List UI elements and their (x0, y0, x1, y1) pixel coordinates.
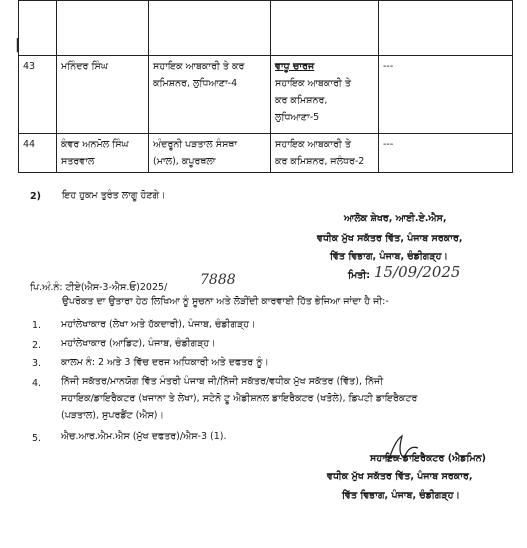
cell-name (57, 1, 149, 56)
table-row (19, 134, 513, 173)
date-label: ਮਿਤੀ: (348, 270, 371, 281)
cell-from: ਸਹਾਇਕ ਆਬਕਾਰੀ ਤੇ ਕਰ ਕਮਿਸ਼ਨਰ, ਲੁਧਿਆਣਾ-4 (149, 56, 271, 134)
transfer-table (15, 0, 513, 173)
cell-remark: --- (379, 56, 513, 134)
cell-to (271, 1, 379, 56)
cell-to: ਵਾਧੂ ਚਾਰਜ ਸਹਾਇਕ ਆਬਕਾਰੀ ਤੇ ਕਰ ਕਮਿਸ਼ਨਰ, ਲੁਧਿਆਣਾ-5 (271, 56, 379, 134)
cell-remark (379, 1, 513, 56)
cell-name: ਕੰਵਰ ਅਨਮੋਲ ਸਿੰਘ ਸਤਰਵਾਲ (57, 134, 149, 173)
cell-remark: --- (379, 134, 513, 173)
cell-name: ਮਨਿੰਦਰ ਸਿੰਘ (57, 56, 149, 134)
para-number: 2) (30, 191, 41, 202)
endorsement-ref: ਪਿ.ਅੰ.ਨੰ: ਟੀਏ(ਐਸ-3-ਐਸ.ਓ)2025/ (30, 282, 168, 293)
handwritten-ref-number: 7888 (200, 272, 236, 288)
signatory-department: ਵਿੱਤ ਵਿਭਾਗ, ਪੰਜਾਬ, ਚੰਡੀਗੜ੍ਹ। (330, 251, 448, 262)
assistant-director-title: ਸਹਾਇਕ ਡਾਇਰੈਕਟਰ (ਐਡਮਿਨ) (370, 453, 486, 464)
para-text: ਇਹ ਹੁਕਮ ਤੁਰੰਤ ਲਾਗੂ ਹੋਣਗੇ। (62, 190, 166, 201)
cell-to: ਸਹਾਇਕ ਆਬਕਾਰੀ ਤੇ ਕਰ ਕਮਿਸ਼ਨਰ, ਜਲੰਧਰ-2 (271, 134, 379, 173)
cell-no: 43 (19, 56, 57, 134)
signatory-designation: ਵਧੀਕ ਮੁੱਖ ਸਕੱਤਰ ਵਿੱਤ, ਪੰਜਾਬ ਸਰਕਾਰ, (317, 233, 463, 244)
assistant-director-department: ਵਿੱਤ ਵਿਭਾਗ, ਪੰਜਾਬ, ਚੰਡੀਗੜ੍ਹ। (342, 490, 460, 501)
assistant-director-designation: ਵਧੀਕ ਮੁੱਖ ਸਕੱਤਰ ਵਿੱਤ, ਪੰਜਾਬ ਸਰਕਾਰ, (327, 471, 473, 482)
table-row (19, 56, 513, 134)
handwritten-date: 15/09/2025 (374, 263, 461, 281)
cell-from (149, 1, 271, 56)
table-row (19, 1, 513, 56)
endorsement-intro: ਉਪਰੋਕਤ ਦਾ ਉਤਾਰਾ ਹੇਠ ਲਿਖਿਆ ਨੂੰ ਸੂਚਨਾ ਅਤੇ ਲੋੜੀਂਦੀ ਕਾਰਵਾਈ ਹਿੱਤ ਭੇਜਿਆ ਜਾਂਦਾ ਹੈ ਜੀ:- (62, 296, 389, 307)
margin-mark: | (15, 37, 20, 53)
signatory-name: ਆਲੋਕ ਸ਼ੇਖਰ, ਆਈ.ਏ.ਐਸ, (344, 213, 447, 224)
cell-no (15, 1, 57, 56)
cell-from: ਅੰਦਰੂਨੀ ਪੜਤਾਲ ਸੰਸਥਾ (ਮਾਲ), ਕਪੂਰਥਲਾ (149, 134, 271, 173)
cell-no: 44 (19, 134, 57, 173)
